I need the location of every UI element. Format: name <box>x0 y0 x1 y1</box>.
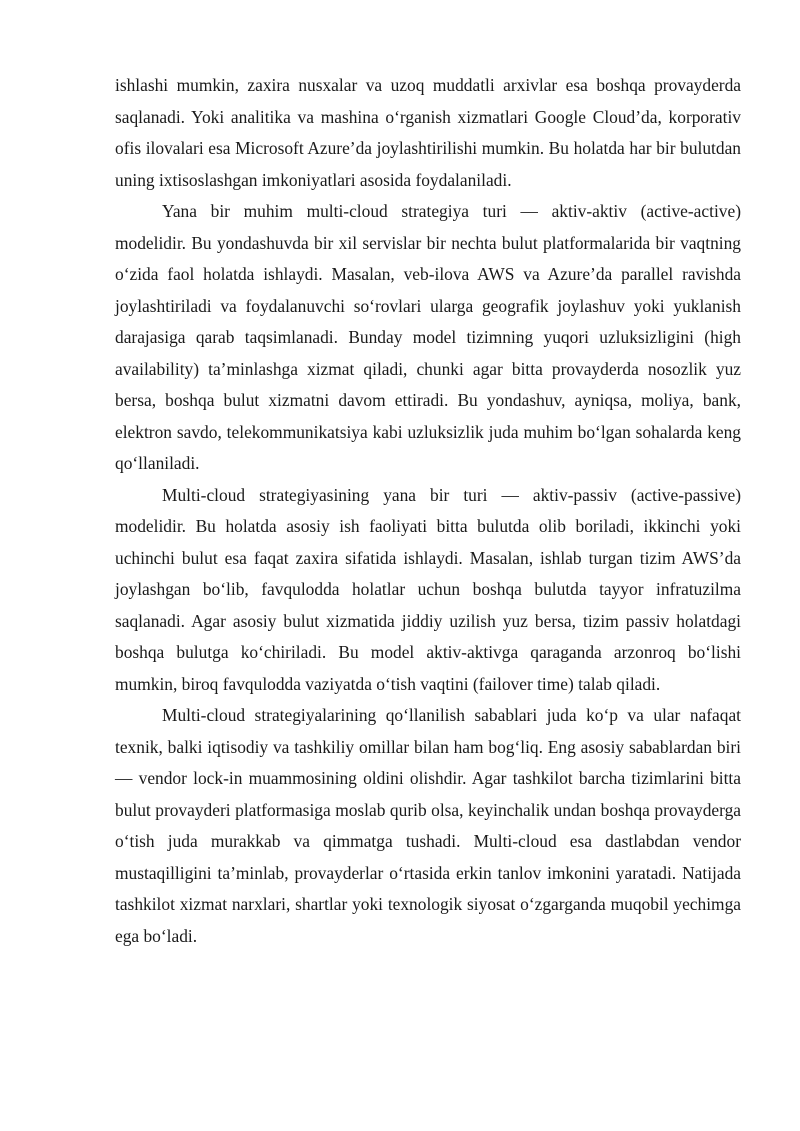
document-page <box>115 70 741 952</box>
paragraph-4: Multi-cloud strategiyalarining qo‘llanilish sabablari juda ko‘p va ular nafaqat texnik, balki iqtisodiy va tashkiliy omillar bilan ham bog‘liq. Eng asosiy sabablardan biri — vendor lock-in muammosining oldini olishdir. Agar tashkilot barcha tizimlarini bitta bulut provayderi platformasiga moslab qurib olsa, keyinchalik undan boshqa provayderga o‘tish juda murakkab va qimmatga tushadi. Multi-cloud esa dastlabdan vendor mustaqilligini ta’minlab, provayderlar o‘rtasida erkin tanlov imkonini yaratadi. Natijada tashkilot xizmat narxlari, shartlar yoki texnologik siyosat o‘zgarganda muqobil yechimga ega bo‘ladi. <box>115 705 741 946</box>
paragraph-3: Multi-cloud strategiyasining yana bir turi — aktiv-passiv (active-passive) modelidir. Bu holatda asosiy ish faoliyati bitta bulutda olib boriladi, ikkinchi yoki uchinchi bulut esa faqat zaxira sifatida ishlaydi. Masalan, ishlab turgan tizim AWS’da joylashgan bo‘lib, favqulodda holatlar uchun boshqa bulutda tayyor infratuzilma saqlanadi. Agar asosiy bulut xizmatida jiddiy uzilish yuz bersa, tizim passiv holatdagi boshqa bulutga ko‘chiriladi. Bu model aktiv-aktivga qaraganda arzonroq bo‘lishi mumkin, biroq favqulodda vaziyatda o‘tish vaqtini (failover time) talab qiladi. <box>115 484 741 694</box>
paragraph-2: Yana bir muhim multi-cloud strategiya turi — aktiv-aktiv (active-active) modelidir. Bu yondashuvda bir xil servislar bir nechta bulut platformalarida bir vaqtning o‘zida faol holatda ishlaydi. Masalan, veb-ilova AWS va Azure’da parallel ravishda joylashtiriladi va foydalanuvchi so‘rovlari ularga geografik joylashuv yoki yuklanish darajasiga qarab taqsimlanadi. Bunday model tizimning yuqori uzluksizligini (high availability) ta’minlashga xizmat qiladi, chunki agar bitta provayderda nosozlik yuz bersa, boshqa bulut xizmatni davom ettiradi. Bu yondashuv, ayniqsa, moliya, bank, elektron savdo, telekommunikatsiya kabi uzluksizlik juda muhim bo‘lgan sohalarda keng qo‘llaniladi. <box>115 201 741 473</box>
paragraph-1: ishlashi mumkin, zaxira nusxalar va uzoq muddatli arxivlar esa boshqa provayderda saqlanadi. Yoki analitika va mashina o‘rganish xizmatlari Google Cloud’da, korporativ ofis ilovalari esa Microsoft Azure’da joylashtirilishi mumkin. Bu holatda har bir bulutdan uning ixtisoslashgan imkoniyatlari asosida foydalaniladi. <box>115 75 741 190</box>
